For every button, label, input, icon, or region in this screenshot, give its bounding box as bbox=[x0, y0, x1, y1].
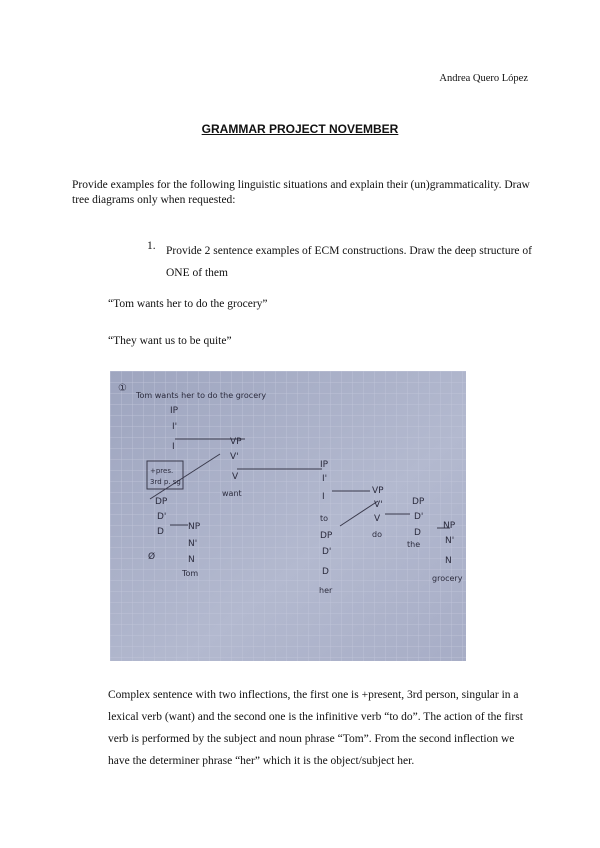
document-title: GRAMMAR PROJECT NOVEMBER bbox=[201, 122, 399, 136]
node-dp-3: DP bbox=[412, 497, 425, 507]
node-v-2: V bbox=[374, 514, 381, 524]
node-dp-1: DP bbox=[155, 497, 168, 507]
example-sentence-2: “They want us to be quite” bbox=[108, 335, 232, 347]
node-d-3: D bbox=[414, 528, 421, 538]
node-ip-1: IP bbox=[170, 406, 179, 416]
node-i-1: I bbox=[172, 442, 175, 452]
node-d-bar-2: D' bbox=[322, 547, 332, 557]
node-np-1: NP bbox=[188, 522, 201, 532]
node-n-2: N bbox=[445, 556, 452, 566]
author-name: Andrea Quero López bbox=[439, 73, 528, 84]
node-v-bar-1: V' bbox=[230, 452, 239, 462]
node-np-2: NP bbox=[443, 521, 456, 531]
node-the: the bbox=[407, 540, 421, 549]
node-to: to bbox=[320, 514, 329, 523]
tree-caption: Tom wants her to do the grocery bbox=[136, 391, 267, 400]
node-her: her bbox=[319, 586, 333, 595]
tree-diagram-photo bbox=[110, 371, 466, 661]
node-n-bar-1: N' bbox=[188, 539, 198, 549]
node-d-bar-3: D' bbox=[414, 512, 424, 522]
example-sentence-1: “Tom wants her to do the grocery” bbox=[108, 298, 268, 310]
question-text: Provide 2 sentence examples of ECM constructions. Draw the deep structure of ONE of them bbox=[166, 245, 532, 279]
node-vp-2: VP bbox=[372, 486, 384, 496]
node-tom: Tom bbox=[182, 569, 199, 578]
node-d-1: D bbox=[157, 527, 164, 537]
node-i-2: I bbox=[322, 492, 325, 502]
tree-diagram bbox=[110, 371, 466, 661]
node-i-bar-2: I' bbox=[322, 474, 328, 484]
node-n-bar-2: N' bbox=[445, 536, 455, 546]
node-want: want bbox=[222, 489, 242, 498]
node-dp-2: DP bbox=[320, 531, 333, 541]
tree-number-label: ① bbox=[118, 383, 127, 394]
node-d-2: D bbox=[322, 567, 329, 577]
node-v-1: V bbox=[232, 472, 239, 482]
node-ip-2: IP bbox=[320, 460, 329, 470]
node-i-bar-1: I' bbox=[172, 422, 178, 432]
node-n-1: N bbox=[188, 555, 195, 565]
node-vp-1: VP bbox=[230, 437, 242, 447]
node-infl-person: 3rd p. sg bbox=[150, 478, 181, 486]
node-grocery: grocery bbox=[432, 574, 463, 583]
node-v-bar-2: V' bbox=[374, 500, 383, 510]
node-do: do bbox=[372, 530, 382, 539]
node-infl-pres: +pres. bbox=[150, 467, 174, 475]
explanation-paragraph: Complex sentence with two inflections, the first one is +present, 3rd person, singular in a lexical verb (want) and the second one is the infinitive verb “to do”. The action of the first verb is performed by the subject and noun phrase “Tom”. From the second inflection we have the determiner phrase “her” which it is the object/subject her. bbox=[108, 689, 523, 767]
question-number: 1. bbox=[147, 240, 156, 252]
intro-paragraph: Provide examples for the following linguistic situations and explain their (un)grammaticality. Draw tree diagrams only when requested: bbox=[72, 179, 530, 206]
node-null-determiner: Ø bbox=[148, 552, 156, 562]
node-d-bar-1: D' bbox=[157, 512, 167, 522]
